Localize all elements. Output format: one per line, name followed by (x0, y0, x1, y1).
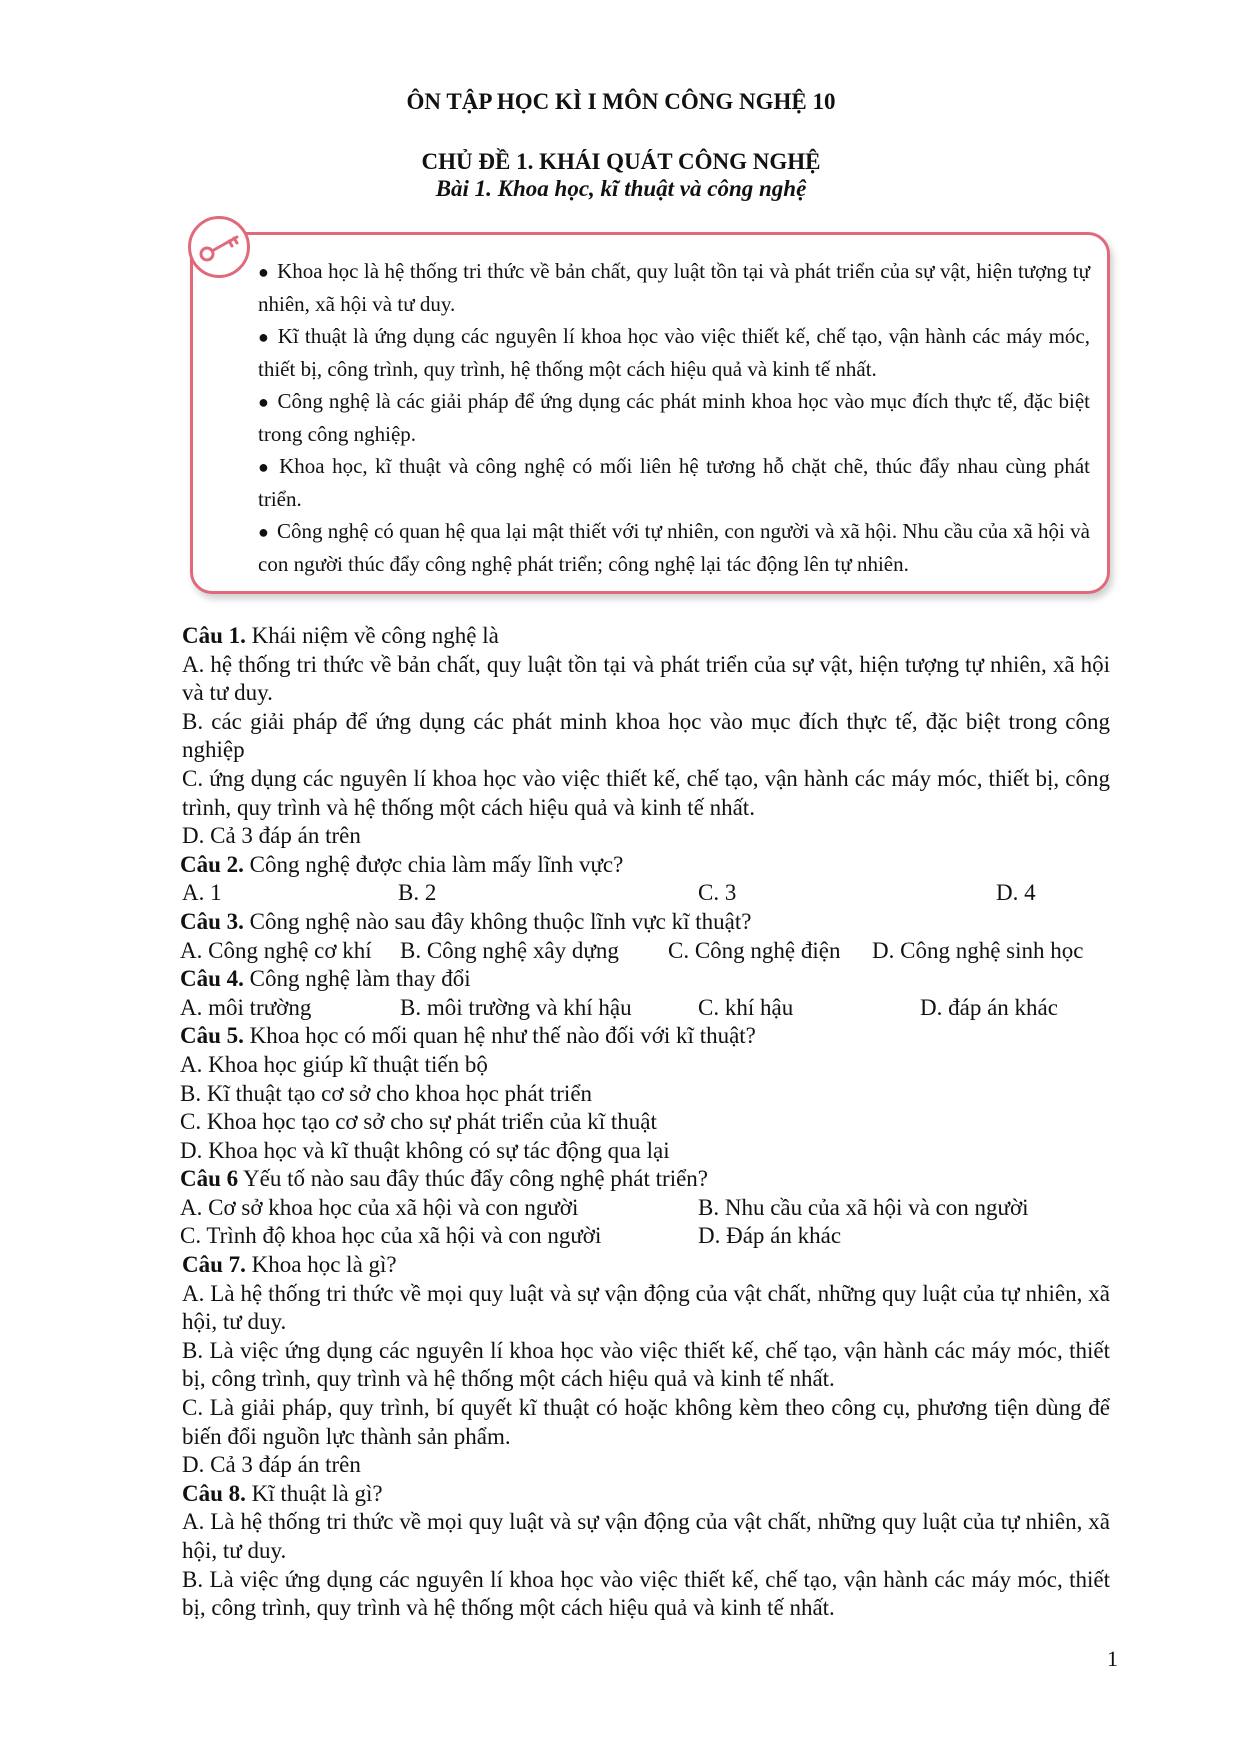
topic-title: CHỦ ĐỀ 1. KHÁI QUÁT CÔNG NGHỆ (421, 149, 821, 174)
key-concept-item: ● Khoa học là hệ thống tri thức về bản chất, quy luật tồn tại và phát triển của sự vật, hiện tượng tự nhiên, xã hội và tư duy. (258, 259, 1090, 316)
bullet-icon: ● (258, 262, 270, 282)
question-5: Câu 5. Khoa học có mối quan hệ như thế nào đối với kĩ thuật? (180, 1023, 756, 1049)
question-8: Câu 8. Kĩ thuật là gì? (182, 1480, 383, 1506)
answer-option: B. Là việc ứng dụng các nguyên lí khoa học vào việc thiết kế, chế tạo, vận hành các máy móc, thiết bị, công trình, quy trình và hệ thống một cách hiệu quả và kinh tế nhất. (182, 1566, 1110, 1621)
answer-option: A. môi trường (180, 994, 312, 1020)
answer-option: C. ứng dụng các nguyên lí khoa học vào việc thiết kế, chế tạo, vận hành các máy móc, thiết bị, công trình, quy trình và hệ thống một cách hiệu quả và kinh tế nhất. (182, 765, 1110, 820)
answer-option: D. Khoa học và kĩ thuật không có sự tác động qua lại (180, 1137, 670, 1163)
answer-option: D. Công nghệ sinh học (872, 937, 1084, 963)
answer-option: C. khí hậu (698, 994, 794, 1020)
answer-option: C. Trình độ khoa học của xã hội và con người (180, 1223, 602, 1249)
answer-option: A. Công nghệ cơ khí (180, 937, 372, 963)
bullet-icon: ● (258, 522, 269, 542)
question-3: Câu 3. Công nghệ nào sau đây không thuộc lĩnh vực kĩ thuật? (180, 908, 752, 934)
answer-option: D. Cả 3 đáp án trên (182, 823, 361, 849)
key-concept-item: ● Khoa học, kĩ thuật và công nghệ có mối liên hệ tương hỗ chặt chẽ, thúc đẩy nhau cùng phát triển. (258, 454, 1091, 511)
question-1: Câu 1. Khái niệm về công nghệ là (182, 623, 499, 648)
key-icon (195, 225, 245, 271)
answer-option: B. Là việc ứng dụng các nguyên lí khoa học vào việc thiết kế, chế tạo, vận hành các máy móc, thiết bị, công trình, quy trình và hệ thống một cách hiệu quả và kinh tế nhất. (182, 1337, 1110, 1392)
answer-option: D. Cả 3 đáp án trên (182, 1452, 361, 1478)
question-6: Câu 6 Yếu tố nào sau đây thúc đẩy công nghệ phát triển? (180, 1166, 709, 1192)
answer-row (180, 994, 1110, 1023)
answer-option: A. Cơ sở khoa học của xã hội và con người (180, 1194, 579, 1220)
answer-option: A. Khoa học giúp kĩ thuật tiến bộ (180, 1051, 488, 1077)
key-concept-item: ● Kĩ thuật là ứng dụng các nguyên lí khoa học vào việc thiết kế, chế tạo, vận hành các máy móc, thiết bị, công trình, quy trình, hệ thống một cách hiệu quả và kinh tế nhất. (258, 324, 1090, 381)
answer-option: C. Công nghệ điện (668, 937, 841, 963)
answer-option: D. Đáp án khác (698, 1223, 842, 1249)
answer-option: B. các giải pháp để ứng dụng các phát minh khoa học vào mục đích thực tế, đặc biệt trong công nghiệp (182, 708, 1110, 763)
answer-option: C. Khoa học tạo cơ sở cho sự phát triển của kĩ thuật (180, 1109, 657, 1135)
answer-option: B. môi trường và khí hậu (400, 994, 632, 1020)
answer-option: A. 1 (182, 880, 222, 906)
lesson-title: Bài 1. Khoa học, kĩ thuật và công nghệ (435, 176, 807, 201)
question-4: Câu 4. Công nghệ làm thay đổi (180, 966, 471, 992)
key-concepts-list (258, 256, 1090, 581)
bullet-icon: ● (258, 392, 270, 412)
key-concept-item: ● Công nghệ có quan hệ qua lại mật thiết với tự nhiên, con người và xã hội. Nhu cầu của xã hội và con người thúc đẩy công nghệ phát triển; công nghệ lại tác động lên tự nhiên. (258, 519, 1090, 576)
bullet-icon: ● (258, 457, 272, 477)
answer-row (180, 1194, 1110, 1223)
question-list (180, 622, 1110, 1623)
answer-option: C. 3 (698, 880, 737, 906)
answer-option: A. Là hệ thống tri thức về mọi quy luật và sự vận động của vật chất, những quy luật của tự nhiên, xã hội, tư duy. (182, 1509, 1110, 1563)
answer-option: D. 4 (996, 880, 1036, 906)
answer-row (180, 879, 1110, 908)
answer-row (180, 1222, 1110, 1251)
answer-option: B. Kĩ thuật tạo cơ sở cho khoa học phát triển (180, 1080, 593, 1106)
answer-option: D. đáp án khác (920, 994, 1058, 1020)
key-badge (188, 216, 250, 278)
answer-option: B. Nhu cầu của xã hội và con người (698, 1194, 1029, 1220)
main-title: ÔN TẬP HỌC KÌ I MÔN CÔNG NGHỆ 10 (406, 89, 836, 114)
question-2: Câu 2. Công nghệ được chia làm mấy lĩnh vực? (180, 851, 624, 877)
answer-option: B. 2 (398, 880, 437, 906)
key-concept-item: ● Công nghệ là các giải pháp để ứng dụng các phát minh khoa học vào mục đích thực tế, đặc biệt trong công nghiệp. (258, 389, 1091, 446)
answer-option: B. Công nghệ xây dựng (400, 937, 619, 963)
answer-option: A. hệ thống tri thức về bản chất, quy luật tồn tại và phát triển của sự vật, hiện tượng tự nhiên, xã hội và tư duy. (182, 651, 1110, 706)
question-7: Câu 7. Khoa học là gì? (182, 1252, 397, 1278)
bullet-icon: ● (258, 327, 270, 347)
answer-row (180, 937, 1110, 966)
answer-option: A. Là hệ thống tri thức về mọi quy luật và sự vận động của vật chất, những quy luật của tự nhiên, xã hội, tư duy. (182, 1280, 1110, 1335)
answer-option: C. Là giải pháp, quy trình, bí quyết kĩ thuật có hoặc không kèm theo công cụ, phương tiện dùng để biến đổi nguồn lực thành sản phẩm. (182, 1395, 1110, 1449)
page-number: 1 (1107, 1646, 1118, 1671)
